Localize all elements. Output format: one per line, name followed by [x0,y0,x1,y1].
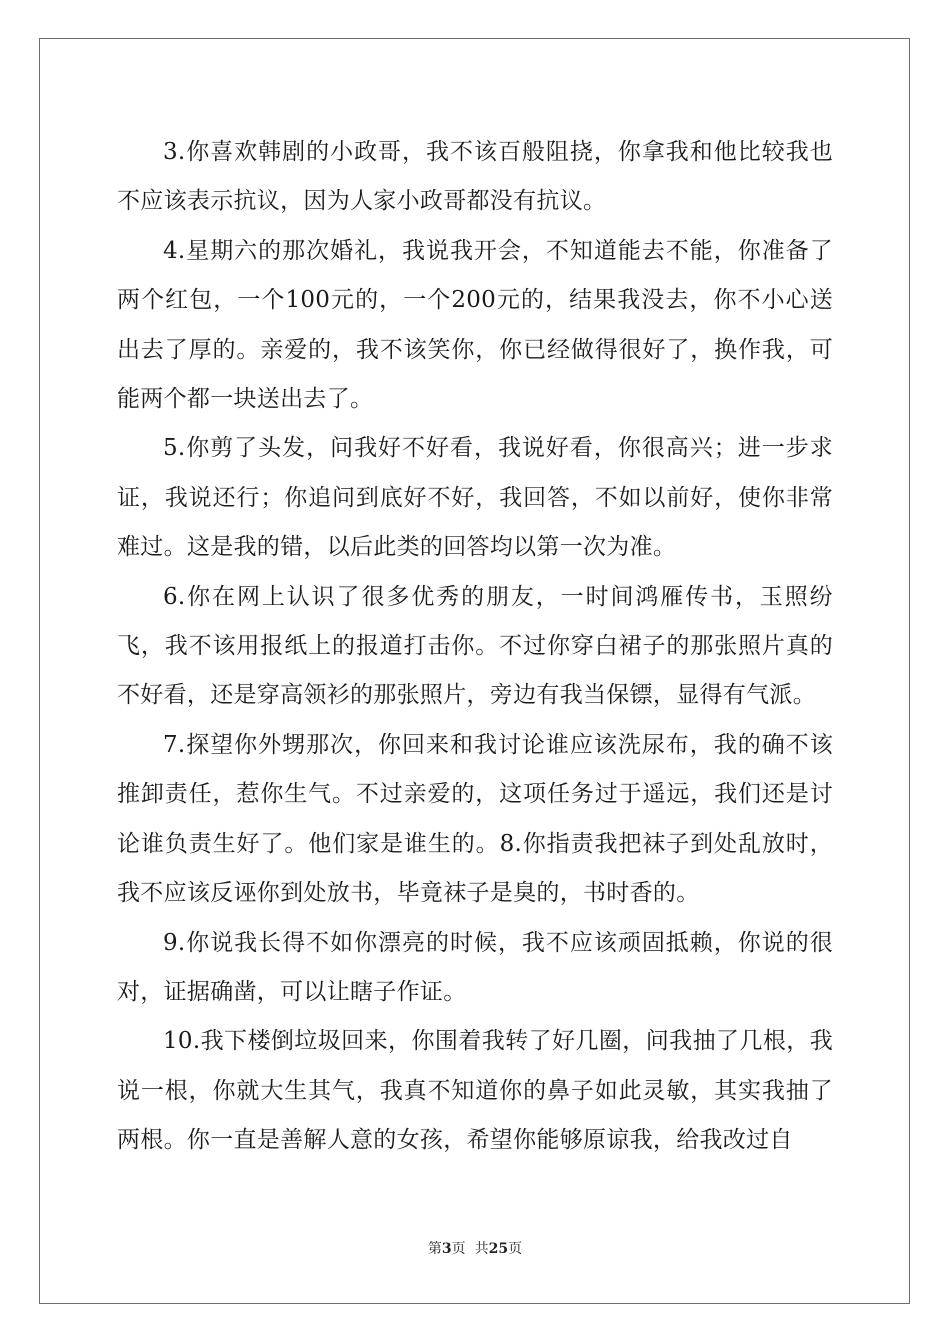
footer-suffix: 页 [508,1241,523,1257]
paragraph-5: 5.你剪了头发，问我好不好看，我说好看，你很高兴；进一步求证，我说还行；你追问到底好不好，我回答，不如以前好，使你非常难过。这是我的错，以后此类的回答均以第一次为准。 [117,435,833,561]
paragraph-4: 4.星期六的那次婚礼，我说我开会，不知道能去不能，你准备了两个红包，一个100元的，一个200元的，结果我没去，你不小心送出去了厚的。亲爱的，我不该笑你，你已经做得很好了，换作我，可能两个都一块送出去了。 [117,237,833,413]
paragraph-3: 3.你喜欢韩剧的小政哥，我不该百般阻挠，你拿我和他比较我也不应该表示抗议，因为人家小政哥都没有抗议。 [117,139,833,215]
paragraph-9: 9.你说我长得不如你漂亮的时候，我不应该顽固抵赖，你说的很对，证据确凿，可以让瞎子作证。 [117,929,833,1005]
paragraph-6: 6.你在网上认识了很多优秀的朋友，一时间鸿雁传书，玉照纷飞，我不该用报纸上的报道打击你。不过你穿白裙子的那张照片真的不好看，还是穿高领衫的那张照片，旁边有我当保镖，显得有气派。 [117,583,833,709]
document-body [117,128,833,1166]
footer-total-pages: 25 [488,1241,509,1257]
paragraph-7: 7.探望你外甥那次，你回来和我讨论谁应该洗尿布，我的确不该推卸责任，惹你生气。不过亲爱的，这项任务过于遥远，我们还是讨论谁负责生好了。他们家是谁生的。8.你指责我把袜子到处乱放时，我不应该反诬你到处放书，毕竟袜子是臭的，书时香的。 [117,731,833,907]
page-footer [0,1238,950,1258]
footer-middle: 页 共 [451,1241,489,1257]
footer-current-page: 3 [441,1241,452,1257]
footer-prefix: 第 [427,1241,442,1257]
paragraph-10: 10.我下楼倒垃圾回来，你围着我转了好几圈，问我抽了几根，我说一根，你就大生其气，我真不知道你的鼻子如此灵敏，其实我抽了两根。你一直是善解人意的女孩，希望你能够原谅我，给我改过自 [117,1028,833,1154]
